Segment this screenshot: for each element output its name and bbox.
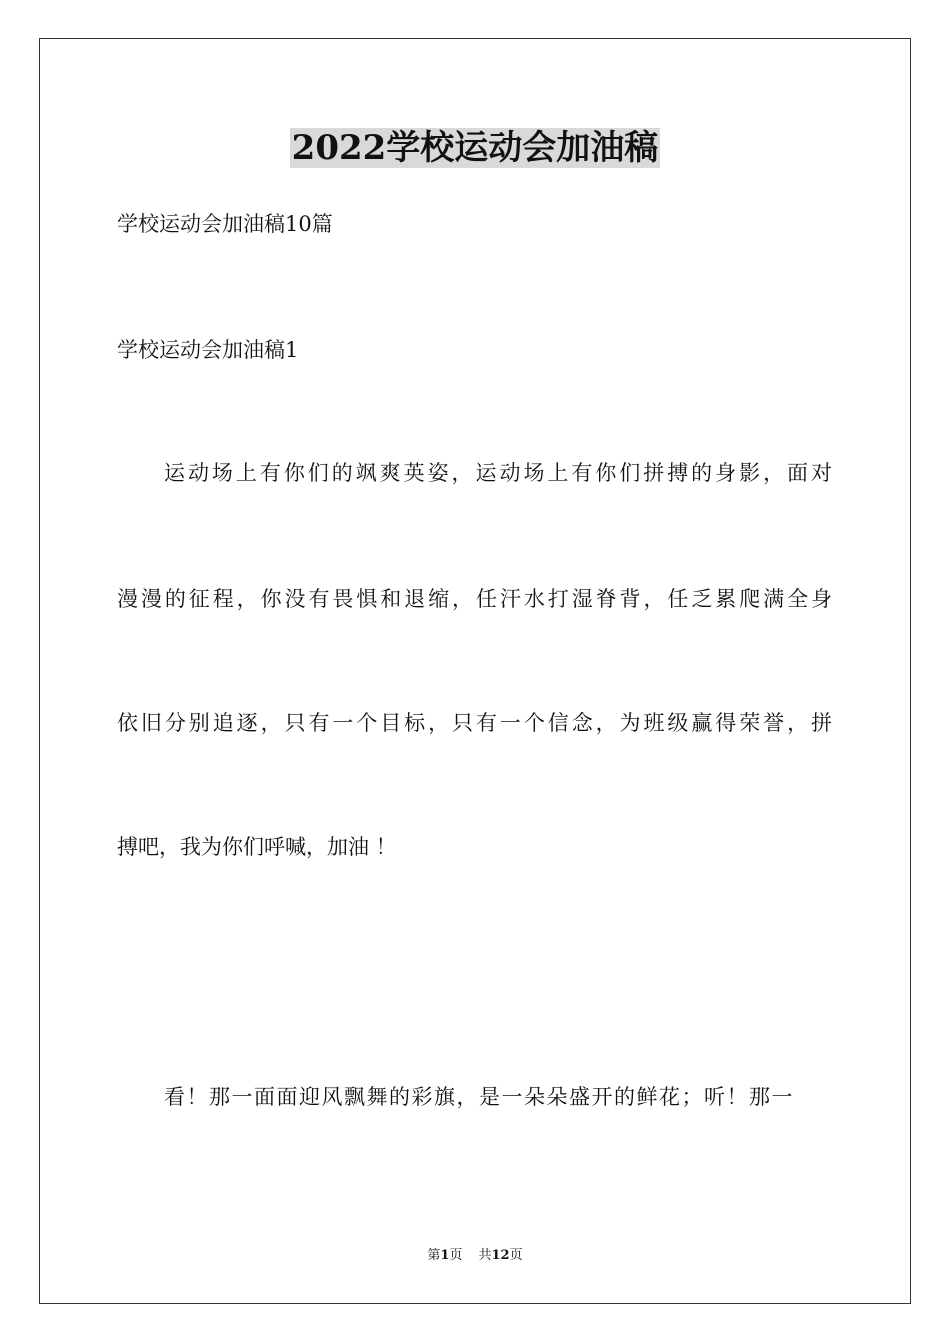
- footer-page-suffix: 页: [449, 1248, 463, 1263]
- document-title: [0, 124, 950, 172]
- document-subtitle: 学校运动会加油稿10篇: [117, 212, 333, 236]
- section-heading: 学校运动会加油稿1: [117, 338, 299, 362]
- paragraph-line: 搏吧，我为你们呼喊，加油 ！: [117, 835, 397, 859]
- page-footer: [0, 1247, 950, 1265]
- document-title-text: 2022学校运动会加油稿: [291, 128, 659, 168]
- paragraph-line: 运动场上有你们的飒爽英姿，运动场上有你们拼搏的身影，面对: [164, 461, 832, 485]
- footer-page-prefix: 第: [427, 1248, 441, 1263]
- footer-total-prefix: 共: [478, 1248, 492, 1263]
- paragraph-line: 依旧分别追逐，只有一个目标，只有一个信念，为班级赢得荣誉，拼: [117, 711, 832, 735]
- paragraph-line: 看！那一面面迎风飘舞的彩旗，是一朵朵盛开的鲜花；听！那一: [164, 1085, 794, 1109]
- footer-page-number: 1: [440, 1248, 450, 1263]
- footer-total-suffix: 页: [509, 1248, 523, 1263]
- footer-total-pages: 12: [491, 1248, 510, 1263]
- paragraph-line: 漫漫的征程，你没有畏惧和退缩，任汗水打湿脊背，任乏累爬满全身: [117, 587, 832, 611]
